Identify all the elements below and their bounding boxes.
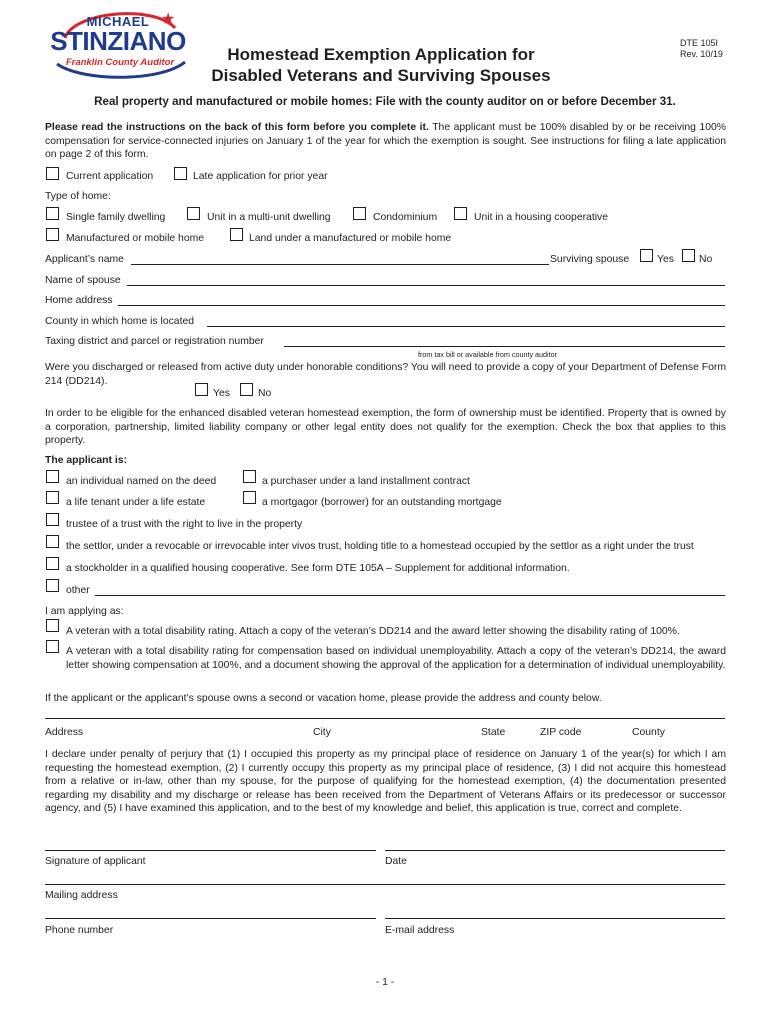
condominium-checkbox[interactable]	[353, 207, 366, 220]
applicant-is-label: The applicant is:	[45, 455, 127, 466]
single-family-checkbox[interactable]	[46, 207, 59, 220]
owner-stockholder-label: a stockholder in a qualified housing cooperative. See form DTE 105A – Supplement for additional information.	[66, 563, 570, 574]
applying-as-label: I am applying as:	[45, 606, 124, 617]
owner-other-label: other	[66, 585, 90, 596]
email-label: E-mail address	[385, 925, 455, 936]
signature-label: Signature of applicant	[45, 856, 146, 867]
email-field[interactable]	[385, 918, 725, 919]
form-number: DTE 105I	[680, 38, 719, 48]
home-address-field[interactable]	[118, 305, 725, 306]
second-home-paragraph: If the applicant or the applicant’s spouse owns a second or vacation home, please provide the address and county below.	[45, 693, 602, 704]
surviving-spouse-no-label: No	[699, 254, 713, 265]
second-home-county-label: County	[632, 727, 665, 738]
form-title-line2: Disabled Veterans and Surviving Spouses	[211, 66, 551, 85]
owner-life-tenant-label: a life tenant under a life estate	[66, 497, 206, 508]
owner-stockholder-checkbox[interactable]	[46, 557, 59, 570]
second-home-city-label: City	[313, 727, 331, 738]
declaration-paragraph: I declare under penalty of perjury that (1) I occupied this property as my principal place of residence on January 1 of the year(s) for which I am requesting the homestead exemption, (2) I currently occupy this property as my principal place of residence, (3) I did not acquire this homestead from a relative or in-law, other than my spouse, for the purpose of qualifying for the homestead exemption, (4) the documentation presented regarding my disability and my discharge or release has been received from the Department of Veterans Affairs or its predecessor or successor agency, and (5) I have examined this application, and to the best of my knowledge and belief, this application is true, correct and complete.	[45, 749, 726, 815]
form-number-block	[680, 38, 723, 60]
manufactured-home-label: Manufactured or mobile home	[66, 233, 205, 244]
owner-other-field[interactable]	[95, 595, 725, 596]
county-label: County in which home is located	[45, 316, 195, 327]
owner-settlor-checkbox[interactable]	[46, 535, 59, 548]
discharge-no-label: No	[258, 388, 272, 399]
applicant-name-label: Applicant’s name	[45, 254, 124, 265]
intro-bold: Please read the instructions on the back of this form before you complete it.	[45, 122, 429, 133]
owner-life-tenant-checkbox[interactable]	[46, 491, 59, 504]
multi-unit-label: Unit in a multi-unit dwelling	[207, 212, 331, 223]
second-home-field[interactable]	[45, 718, 725, 719]
late-application-label: Late application for prior year	[193, 171, 328, 182]
unemployability-checkbox[interactable]	[46, 640, 59, 653]
total-disability-checkbox[interactable]	[46, 619, 59, 632]
surviving-spouse-label: Surviving spouse	[550, 254, 630, 265]
mailing-address-field[interactable]	[45, 884, 725, 885]
surviving-spouse-yes-checkbox[interactable]	[640, 249, 653, 262]
owner-deed-label: an individual named on the deed	[66, 476, 217, 487]
current-application-label: Current application	[66, 171, 154, 182]
owner-trustee-checkbox[interactable]	[46, 513, 59, 526]
county-field[interactable]	[207, 326, 725, 327]
second-home-state-label: State	[481, 727, 506, 738]
intro-text: The applicant must be 100% disabled by or be receiving 100% compensation for service-connected injuries on January 1 of the year for which the exemption is sought. See instructions for filing a late application on page 2 of this form.	[45, 122, 726, 161]
discharge-question: Were you discharged or released from active duty under honorable conditions? You will need to provide a copy of your Department of Defense Form 214 (DD214).	[45, 362, 726, 387]
land-under-home-label: Land under a manufactured or mobile home	[249, 233, 452, 244]
taxing-district-hint: from tax bill or available from county auditor	[418, 350, 558, 359]
auditor-logo	[43, 6, 193, 80]
taxing-district-label: Taxing district and parcel or registration number	[45, 336, 264, 347]
owner-deed-checkbox[interactable]	[46, 470, 59, 483]
intro-paragraph	[45, 121, 726, 162]
discharge-yes-label: Yes	[213, 388, 230, 399]
logo-first-name: MICHAEL	[86, 14, 150, 29]
single-family-label: Single family dwelling	[66, 212, 166, 223]
owner-settlor-label: the settlor, under a revocable or irrevocable inter vivos trust, holding title to a homestead occupied by the settlor as a right under the trust	[66, 541, 694, 552]
filing-instruction: Real property and manufactured or mobile homes: File with the county auditor on or before December 31.	[94, 95, 676, 108]
applicant-name-field[interactable]	[131, 264, 549, 265]
multi-unit-checkbox[interactable]	[187, 207, 200, 220]
condominium-label: Condominium	[373, 212, 438, 223]
spouse-name-label: Name of spouse	[45, 275, 121, 286]
date-label: Date	[385, 856, 407, 867]
owner-land-contract-checkbox[interactable]	[243, 470, 256, 483]
mailing-address-label: Mailing address	[45, 890, 118, 901]
phone-label: Phone number	[45, 925, 114, 936]
unemployability-label: A veteran with a total disability rating for compensation based on individual unemployability. Attach a copy of the veteran’s DD214, the award letter showing compensation at 100%, and a document showing the approval of the application for a determination of individual unemployability.	[66, 646, 726, 671]
housing-cooperative-label: Unit in a housing cooperative	[474, 212, 609, 223]
second-home-zip-label: ZIP code	[540, 727, 582, 738]
housing-cooperative-checkbox[interactable]	[454, 207, 467, 220]
discharge-no-checkbox[interactable]	[240, 383, 253, 396]
owner-land-contract-label: a purchaser under a land installment contract	[262, 476, 470, 487]
owner-mortgagor-checkbox[interactable]	[243, 491, 256, 504]
signature-field[interactable]	[45, 850, 376, 851]
owner-trustee-label: trustee of a trust with the right to live in the property	[66, 519, 303, 530]
logo-office: Franklin County Auditor	[65, 57, 175, 68]
surviving-spouse-no-checkbox[interactable]	[682, 249, 695, 262]
current-application-checkbox[interactable]	[46, 167, 59, 180]
home-type-label: Type of home:	[45, 191, 111, 202]
date-field[interactable]	[385, 850, 725, 851]
phone-field[interactable]	[45, 918, 376, 919]
land-under-home-checkbox[interactable]	[230, 228, 243, 241]
owner-mortgagor-label: a mortgagor (borrower) for an outstanding mortgage	[262, 497, 502, 508]
spouse-name-field[interactable]	[127, 285, 725, 286]
form-revision: Rev. 10/19	[680, 49, 723, 59]
ownership-paragraph: In order to be eligible for the enhanced disabled veteran homestead exemption, the form of ownership must be identified. Property that is owned by a corporation, partnership, limited liability company or other legal entity does not qualify for the exemption. Check the box that applies to this property.	[45, 408, 726, 447]
total-disability-label: A veteran with a total disability rating. Attach a copy of the veteran’s DD214 and the award letter showing the disability rating of 100%.	[66, 626, 680, 637]
star-icon: ★	[161, 11, 176, 28]
home-address-label: Home address	[45, 295, 113, 306]
form-title	[196, 44, 566, 86]
discharge-yes-checkbox[interactable]	[195, 383, 208, 396]
form-title-line1: Homestead Exemption Application for	[227, 45, 535, 64]
manufactured-home-checkbox[interactable]	[46, 228, 59, 241]
logo-last-name: STINZIANO	[50, 26, 186, 56]
second-home-address-label: Address	[45, 727, 84, 738]
taxing-district-field[interactable]	[284, 346, 725, 347]
page-number: - 1 -	[375, 977, 395, 988]
late-application-checkbox[interactable]	[174, 167, 187, 180]
surviving-spouse-yes-label: Yes	[657, 254, 674, 265]
owner-other-checkbox[interactable]	[46, 579, 59, 592]
